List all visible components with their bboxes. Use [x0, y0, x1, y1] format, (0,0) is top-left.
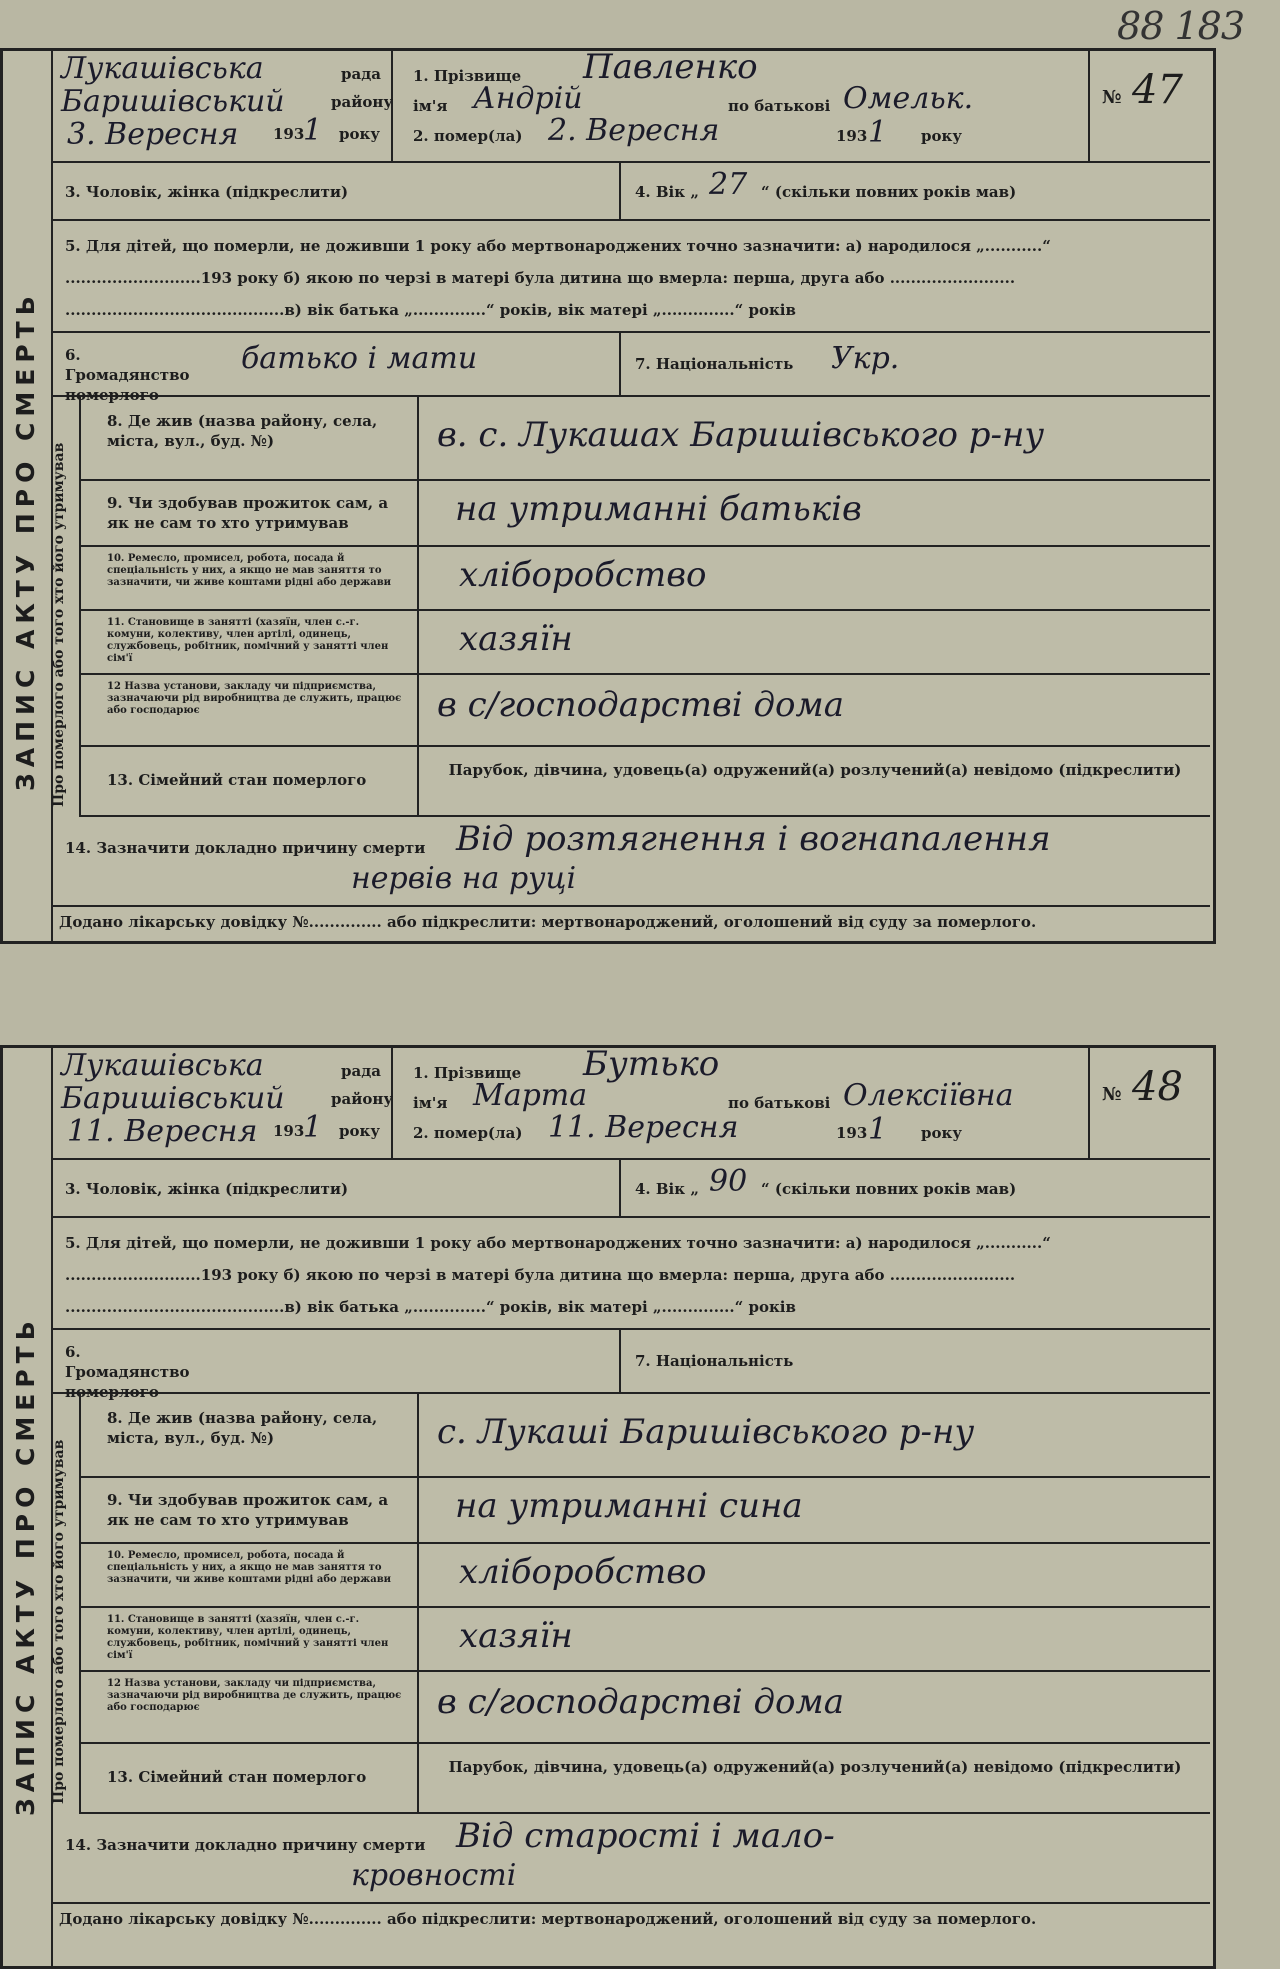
q11-label: 11. Становище в занятті (хазяїн, член с.-г. комуни, колективу, член артілі, одинець, службовець, робітник, помічний у занятті член сім'ї — [107, 617, 389, 664]
q13-cell — [79, 1744, 419, 1814]
side-title: ЗАПИС АКТУ ПРО СМЕРТЬ — [11, 1315, 40, 1816]
patronymic-value: Олексіївна — [843, 1078, 1014, 1113]
death-date-label: 2. помер(ла) — [413, 1124, 523, 1142]
surname-value: Бутько — [583, 1044, 720, 1084]
footer-block — [51, 907, 1210, 937]
children-line-1: 5. Для дітей, що померли, не доживши 1 року або мертвонароджених точно зазначити: а) народилося „...........“ — [65, 1234, 1051, 1252]
age-label: 4. Вік „ — [635, 183, 699, 201]
a9-value: на утриманні сина — [455, 1486, 803, 1526]
age-block — [621, 163, 1210, 221]
a8-value: в. с. Лукашах Баришівського р-ну — [437, 415, 1045, 455]
q12-label: 12 Назва установи, закладу чи підприємства, зазначаючи рід виробництва де служить, працює або господарює — [107, 681, 402, 716]
age-block — [621, 1160, 1210, 1218]
death-year: 193 — [836, 127, 868, 145]
age-label-post: “ (скільки повних років мав) — [761, 1180, 1017, 1198]
nationality-label: 7. Національність — [635, 355, 794, 373]
sex-block — [51, 163, 621, 221]
district-name: Баришівський — [61, 1081, 285, 1116]
first-name-value: Андрій — [473, 81, 583, 116]
death-year-label: року — [921, 1124, 962, 1142]
a8-cell — [419, 397, 1210, 481]
q12-label: 12 Назва установи, закладу чи підприємства, зазначаючи рід виробництва де служить, працює або господарює — [107, 1678, 402, 1713]
death-record-48 — [0, 1045, 1216, 1969]
age-value: 27 — [709, 167, 748, 202]
nationality-label: 7. Національність — [635, 1352, 794, 1370]
q11-label: 11. Становище в занятті (хазяїн, член с.-г. комуни, колективу, член артілі, одинець, службовець, робітник, помічний у занятті член сім'ї — [107, 1614, 389, 1661]
q10-label: 10. Ремесло, промисел, робота, посада й спеціальність у них, а якщо не мав заняття то зазначити, чи живе коштами рідні або держави — [107, 553, 392, 588]
registration-year-label: року — [339, 1122, 380, 1140]
cause-value-line1: Від старості і мало- — [456, 1816, 835, 1856]
side-title: ЗАПИС АКТУ ПРО СМЕРТЬ — [11, 290, 40, 791]
children-line-1: 5. Для дітей, що померли, не доживши 1 року або мертвонароджених точно зазначити: а) народилося „...........“ — [65, 237, 1051, 255]
district-label: району — [331, 1090, 393, 1108]
district-label: району — [331, 93, 393, 111]
q8-cell — [79, 1394, 419, 1478]
record-number: 47 — [1132, 67, 1183, 113]
death-year: 193 — [836, 1124, 868, 1142]
council-block — [51, 1048, 393, 1160]
q12-cell — [79, 1672, 419, 1744]
a12-value: в с/господарстві дома — [437, 685, 844, 725]
surname-value: Павленко — [583, 47, 758, 87]
footer-block — [51, 1904, 1210, 1934]
children-block — [51, 1218, 1210, 1330]
cause-label: 14. Зазначити докладно причину смерти — [65, 1836, 426, 1854]
death-year-hw: 1 — [868, 1112, 888, 1147]
subtitle-column — [51, 397, 81, 817]
nationality-block — [621, 333, 1210, 397]
footer-text: Додано лікарську довідку №.............. або підкреслити: мертвонароджений, оголошений від суду за померлого. — [59, 913, 1037, 931]
q13-label: 13. Сімейний стан померлого — [107, 1768, 367, 1786]
death-date-value: 11. Вересня — [548, 1110, 739, 1145]
council-label: рада — [341, 65, 381, 83]
q13-label: 13. Сімейний стан померлого — [107, 771, 367, 789]
a12-value: в с/господарстві дома — [437, 1682, 844, 1722]
record-number-block — [1088, 51, 1210, 163]
citizenship-label: 6. Громадянство померлого — [65, 346, 190, 404]
registration-year: 193 — [273, 1122, 305, 1140]
nationality-value: Укр. — [831, 341, 900, 376]
death-date-value: 2. Вересня — [548, 113, 720, 148]
q10-cell — [79, 547, 419, 611]
council-name: Лукашівська — [61, 1048, 264, 1083]
a13-options: Парубок, дівчина, удовець(а) одружений(а) розлучений(а) невідомо (підкреслити) — [448, 1758, 1182, 1776]
sex-label: 3. Чоловік, жінка (підкреслити) — [65, 1180, 349, 1198]
a9-cell — [419, 481, 1210, 547]
surname-label: 1. Прізвище — [413, 67, 522, 85]
cause-block — [51, 1814, 1210, 1904]
a8-cell — [419, 1394, 1210, 1478]
registration-year-label: року — [339, 125, 380, 143]
citizenship-block — [51, 333, 621, 404]
q10-cell — [79, 1544, 419, 1608]
person-block — [393, 1044, 1088, 1160]
patronymic-value: Омельк. — [843, 81, 974, 116]
person-block — [393, 47, 1088, 163]
a10-value: хліборобство — [459, 555, 707, 595]
council-label: рада — [341, 1062, 381, 1080]
a12-cell — [419, 675, 1210, 747]
footer-text: Додано лікарську довідку №.............. або підкреслити: мертвонароджений, оголошений від суду за померлого. — [59, 1910, 1037, 1928]
side-title-column — [3, 1048, 53, 1966]
children-line-3: ..........................................в) вік батька „..............“ років, вік матері „..............“ років — [65, 1298, 796, 1316]
nationality-block — [621, 1330, 1210, 1394]
record-number-prefix: № — [1102, 1084, 1122, 1105]
a9-cell — [419, 1478, 1210, 1544]
side-subtitle: Про померлого або того хто його утримував — [51, 442, 67, 807]
death-record-47 — [0, 48, 1216, 944]
subtitle-column — [51, 1394, 81, 1814]
a10-cell — [419, 1544, 1210, 1608]
q9-cell — [79, 481, 419, 547]
q8-label: 8. Де жив (назва району, села, міста, вул., буд. №) — [107, 1409, 378, 1447]
q9-label: 9. Чи здобував прожиток сам, а як не сам то хто утримував — [107, 494, 389, 532]
a13-options: Парубок, дівчина, удовець(а) одружений(а) розлучений(а) невідомо (підкреслити) — [448, 761, 1182, 779]
patronymic-label: по батькові — [728, 1094, 831, 1112]
citizenship-label: 6. Громадянство померлого — [65, 1343, 190, 1401]
q11-cell — [79, 1608, 419, 1672]
q13-cell — [79, 747, 419, 817]
registration-year: 193 — [273, 125, 305, 143]
a13-cell — [419, 747, 1210, 817]
cause-block — [51, 817, 1210, 907]
a13-cell — [419, 1744, 1210, 1814]
q9-label: 9. Чи здобував прожиток сам, а як не сам то хто утримував — [107, 1491, 389, 1529]
first-name-label: ім'я — [413, 97, 448, 115]
registration-year-hw: 1 — [303, 1110, 323, 1145]
cause-value-line2: кровності — [351, 1858, 517, 1893]
children-line-2: ..........................193 року б) якою по черзі в матері була дитина що вмерла: перша, друга або ........................ — [65, 269, 1016, 287]
record-number-block — [1088, 1048, 1210, 1160]
cause-value-line2: нервів на руці — [351, 861, 577, 896]
age-value: 90 — [709, 1164, 748, 1199]
council-name: Лукашівська — [61, 51, 264, 86]
cause-label: 14. Зазначити докладно причину смерти — [65, 839, 426, 857]
death-year-hw: 1 — [868, 115, 888, 150]
q8-label: 8. Де жив (назва району, села, міста, вул., буд. №) — [107, 412, 378, 450]
a12-cell — [419, 1672, 1210, 1744]
q9-cell — [79, 1478, 419, 1544]
citizenship-block — [51, 1330, 621, 1401]
a10-cell — [419, 547, 1210, 611]
a8-value: с. Лукаші Баришівського р-ну — [437, 1412, 975, 1452]
age-label-post: “ (скільки повних років мав) — [761, 183, 1017, 201]
patronymic-label: по батькові — [728, 97, 831, 115]
record-number-prefix: № — [1102, 87, 1122, 108]
registration-year-hw: 1 — [303, 113, 323, 148]
registration-date: 3. Вересня — [67, 117, 239, 152]
death-year-label: року — [921, 127, 962, 145]
registration-date: 11. Вересня — [67, 1114, 258, 1149]
a9-value: на утриманні батьків — [455, 489, 862, 529]
page-number: 88 183 — [1117, 4, 1244, 48]
death-date-label: 2. помер(ла) — [413, 127, 523, 145]
district-name: Баришівський — [61, 84, 285, 119]
citizenship-value: батько і мати — [241, 341, 478, 376]
council-block — [51, 51, 393, 163]
q12-cell — [79, 675, 419, 747]
a11-cell — [419, 611, 1210, 675]
record-number: 48 — [1132, 1064, 1183, 1110]
first-name-value: Марта — [473, 1078, 588, 1113]
surname-label: 1. Прізвище — [413, 1064, 522, 1082]
a11-value: хазяїн — [459, 1616, 573, 1656]
q11-cell — [79, 611, 419, 675]
a11-value: хазяїн — [459, 619, 573, 659]
a10-value: хліборобство — [459, 1552, 707, 1592]
first-name-label: ім'я — [413, 1094, 448, 1112]
children-line-2: ..........................193 року б) якою по черзі в матері була дитина що вмерла: перша, друга або ........................ — [65, 1266, 1016, 1284]
sex-block — [51, 1160, 621, 1218]
cause-value-line1: Від розтягнення і вогнапалення — [456, 819, 1051, 859]
sex-label: 3. Чоловік, жінка (підкреслити) — [65, 183, 349, 201]
side-subtitle: Про померлого або того хто його утримував — [51, 1439, 67, 1804]
children-line-3: ..........................................в) вік батька „..............“ років, вік матері „..............“ років — [65, 301, 796, 319]
side-title-column — [3, 51, 53, 941]
q10-label: 10. Ремесло, промисел, робота, посада й спеціальність у них, а якщо не мав заняття то зазначити, чи живе коштами рідні або держави — [107, 1550, 392, 1585]
age-label: 4. Вік „ — [635, 1180, 699, 1198]
q8-cell — [79, 397, 419, 481]
a11-cell — [419, 1608, 1210, 1672]
children-block — [51, 221, 1210, 333]
